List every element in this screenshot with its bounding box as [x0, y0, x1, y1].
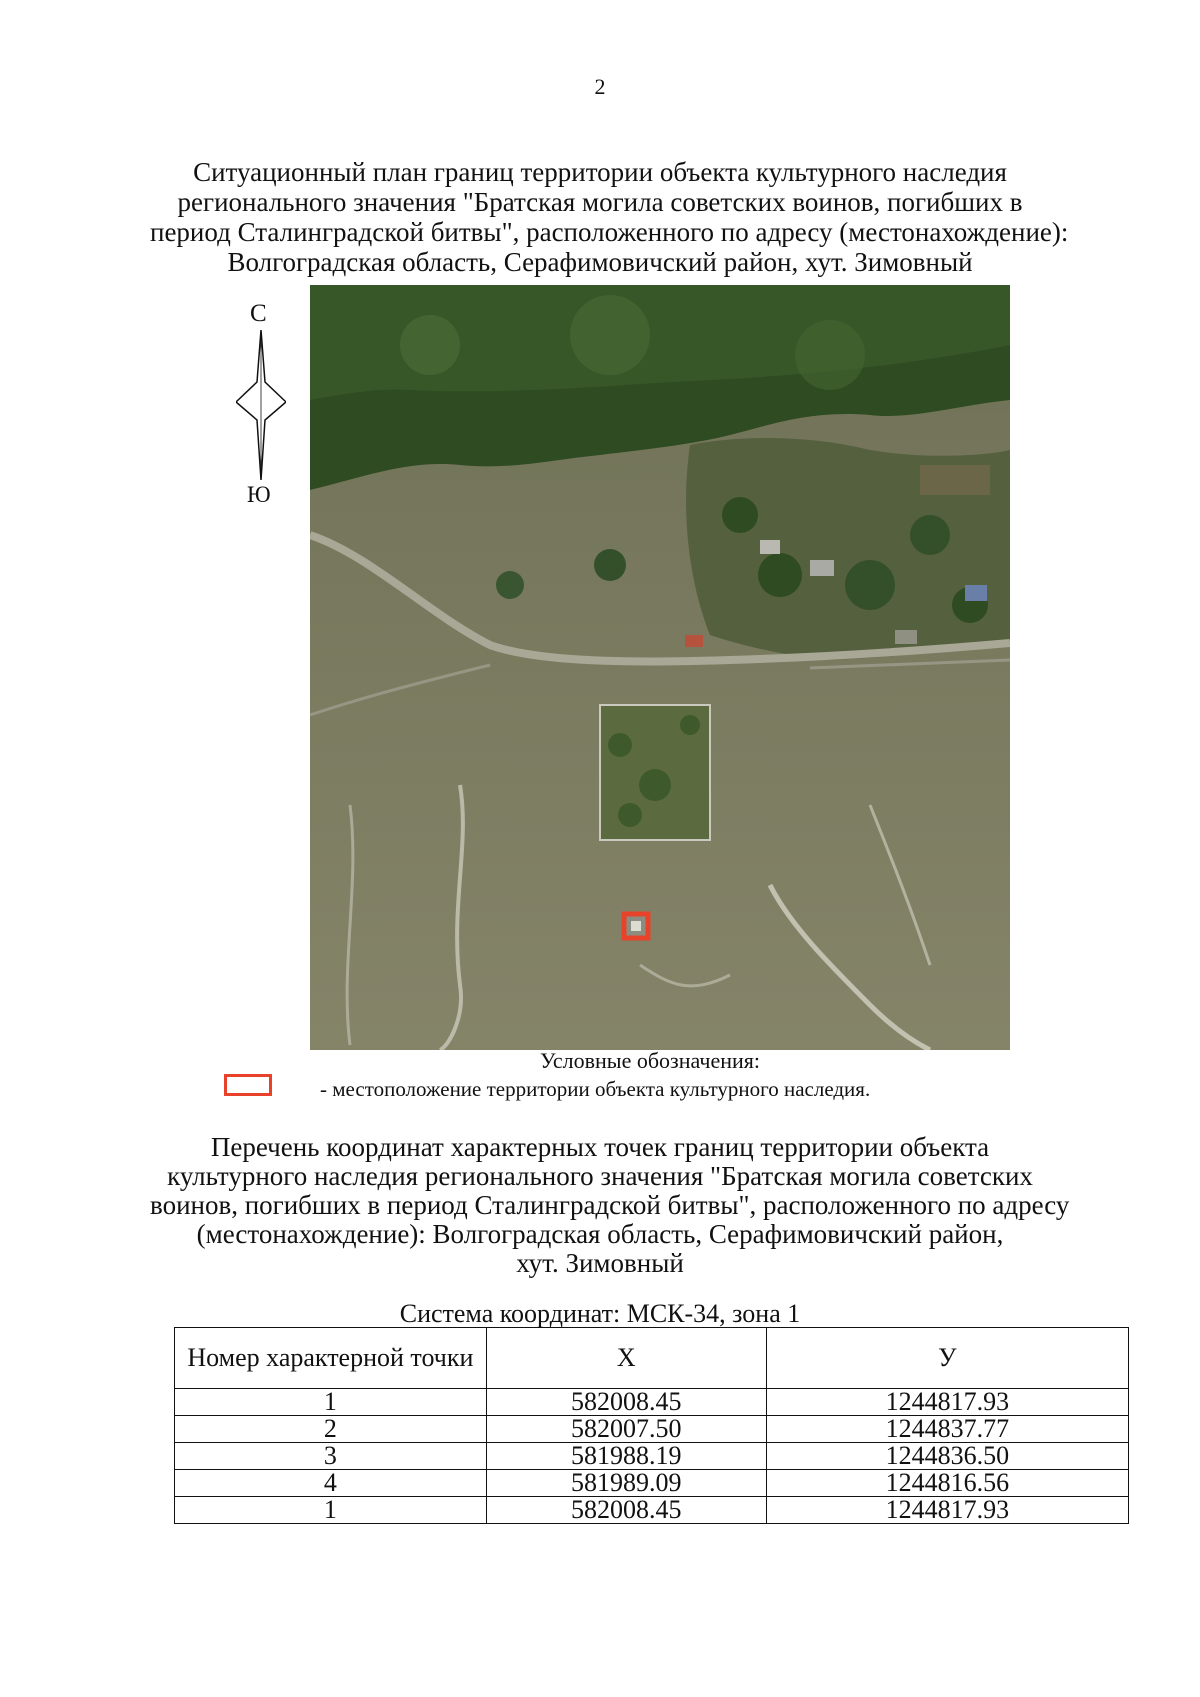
y-cell: 1244836.50 [766, 1443, 1128, 1470]
y-cell: 1244816.56 [766, 1470, 1128, 1497]
table-row [175, 1443, 1129, 1470]
plan-title [150, 157, 1069, 277]
table-header-row [175, 1328, 1129, 1389]
x-cell: 582008.45 [486, 1389, 766, 1416]
compass-arrow-icon [236, 330, 286, 480]
page-number: 2 [594, 74, 606, 99]
point-number-cell: 1 [175, 1497, 487, 1524]
coordinates-title-line: культурного наследия регионального значения "Братская могила советских [167, 1161, 1033, 1191]
table-row [175, 1416, 1129, 1443]
plan-title-line: Ситуационный план границ территории объекта культурного наследия [193, 157, 1007, 187]
coordinate-system-label: Система координат: МСК-34, зона 1 [399, 1299, 801, 1328]
point-number-cell: 1 [175, 1389, 487, 1416]
table-row [175, 1470, 1129, 1497]
point-number-cell: 4 [175, 1470, 487, 1497]
legend-title: Условные обозначения: [539, 1048, 761, 1073]
coordinates-title-line: хут. Зимовный [516, 1248, 684, 1278]
x-cell: 581989.09 [486, 1470, 766, 1497]
x-cell: 582007.50 [486, 1416, 766, 1443]
table-row [175, 1497, 1129, 1524]
coordinates-table [174, 1327, 1129, 1524]
point-number-cell: 2 [175, 1416, 487, 1443]
header-point-number: Номер характерной точки [175, 1328, 487, 1389]
legend-item-text: - местоположение территории объекта культурного наследия. [320, 1077, 871, 1101]
y-cell: 1244837.77 [766, 1416, 1128, 1443]
satellite-map-image [310, 285, 1010, 1050]
legend-swatch [224, 1074, 272, 1096]
x-cell: 582008.45 [486, 1497, 766, 1524]
y-cell: 1244817.93 [766, 1497, 1128, 1524]
header-y: У [766, 1328, 1128, 1389]
coordinates-title [150, 1132, 1070, 1278]
coordinates-title-line: (местонахождение): Волгоградская область, Серафимовичский район, [196, 1219, 1004, 1249]
header-x: Х [486, 1328, 766, 1389]
x-cell: 581988.19 [486, 1443, 766, 1470]
plan-title-line: Волгоградская область, Серафимовичский район, хут. Зимовный [227, 247, 973, 277]
point-number-cell: 3 [175, 1443, 487, 1470]
coordinates-title-line: Перечень координат характерных точек границ территории объекта [210, 1132, 990, 1162]
table-row [175, 1389, 1129, 1416]
plan-title-line: период Сталинградской битвы", расположенного по адресу (местонахождение): [150, 217, 1069, 247]
compass-north-label: С [250, 300, 267, 327]
coordinates-title-line: воинов, погибших в период Сталинградской битвы", расположенного по адресу [150, 1190, 1070, 1220]
y-cell: 1244817.93 [766, 1389, 1128, 1416]
compass-south-label: Ю [247, 482, 271, 507]
plan-title-line: регионального значения "Братская могила советских воинов, погибших в [177, 187, 1023, 217]
